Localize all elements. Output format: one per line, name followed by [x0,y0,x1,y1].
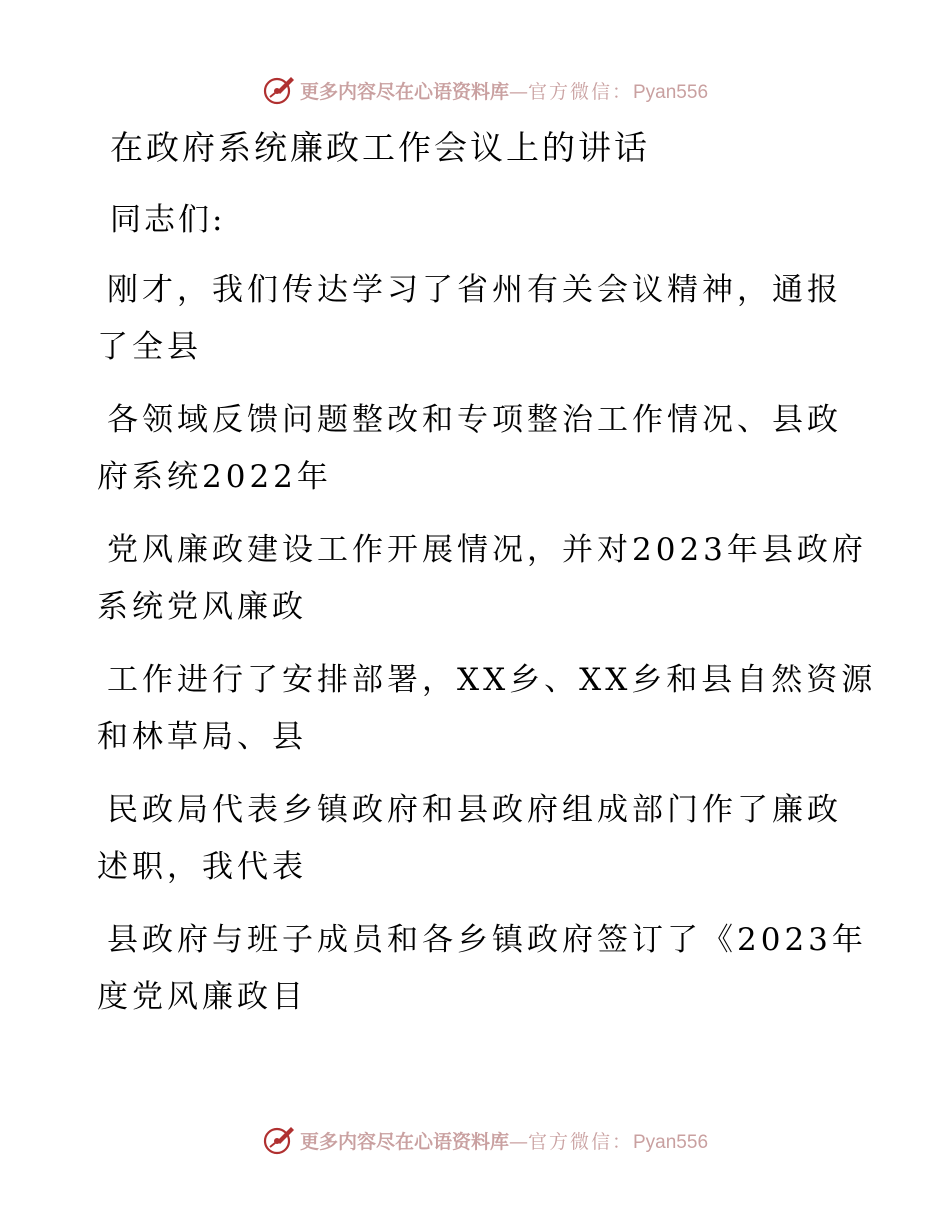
paragraph-line: 党风廉政建设工作开展情况，并对2023年县政府 [107,532,867,568]
paragraph [97,912,867,1026]
paragraph-line: 度党风廉政目 [97,979,307,1015]
paragraph-line: 系统党风廉政 [97,589,307,625]
header-watermark [0,70,950,110]
paragraph-line: 县政府与班子成员和各乡镇政府签订了《2023年 [107,922,867,958]
document-body [97,118,877,1026]
watermark-text: 更多内容尽在心语资料库—官方微信：Pyan556 [299,80,709,103]
document-title: 在政府系统廉政工作会议上的讲话 [110,128,650,167]
paragraph-line: 刚才，我们传达学习了省州有关会议精神，通报 [107,272,842,308]
paragraph [97,782,857,896]
paragraph-line: 府系统2022年 [97,459,332,495]
paragraph-line: 了全县 [97,329,202,365]
greeting: 同志们: [110,202,226,238]
paragraph [97,652,877,766]
paragraph [97,392,857,506]
paragraph [97,262,857,376]
watermark-text: 更多内容尽在心语资料库—官方微信：Pyan556 [299,1130,709,1153]
watermark-group [262,73,708,107]
pen-nib-circle-icon [262,73,296,107]
pen-nib-circle-icon [262,1123,296,1157]
footer-watermark [0,1120,950,1160]
watermark-group [262,1123,708,1157]
paragraph-line: 民政局代表乡镇政府和县政府组成部门作了廉政 [107,792,842,828]
paragraph-line: 各领域反馈问题整改和专项整治工作情况、县政 [107,402,842,438]
paragraph-line: 和林草局、县 [97,719,307,755]
paragraph-line: 述职，我代表 [97,849,307,885]
paragraph [97,522,867,636]
paragraph-line: 工作进行了安排部署，XX乡、XX乡和县自然资源 [107,662,877,698]
